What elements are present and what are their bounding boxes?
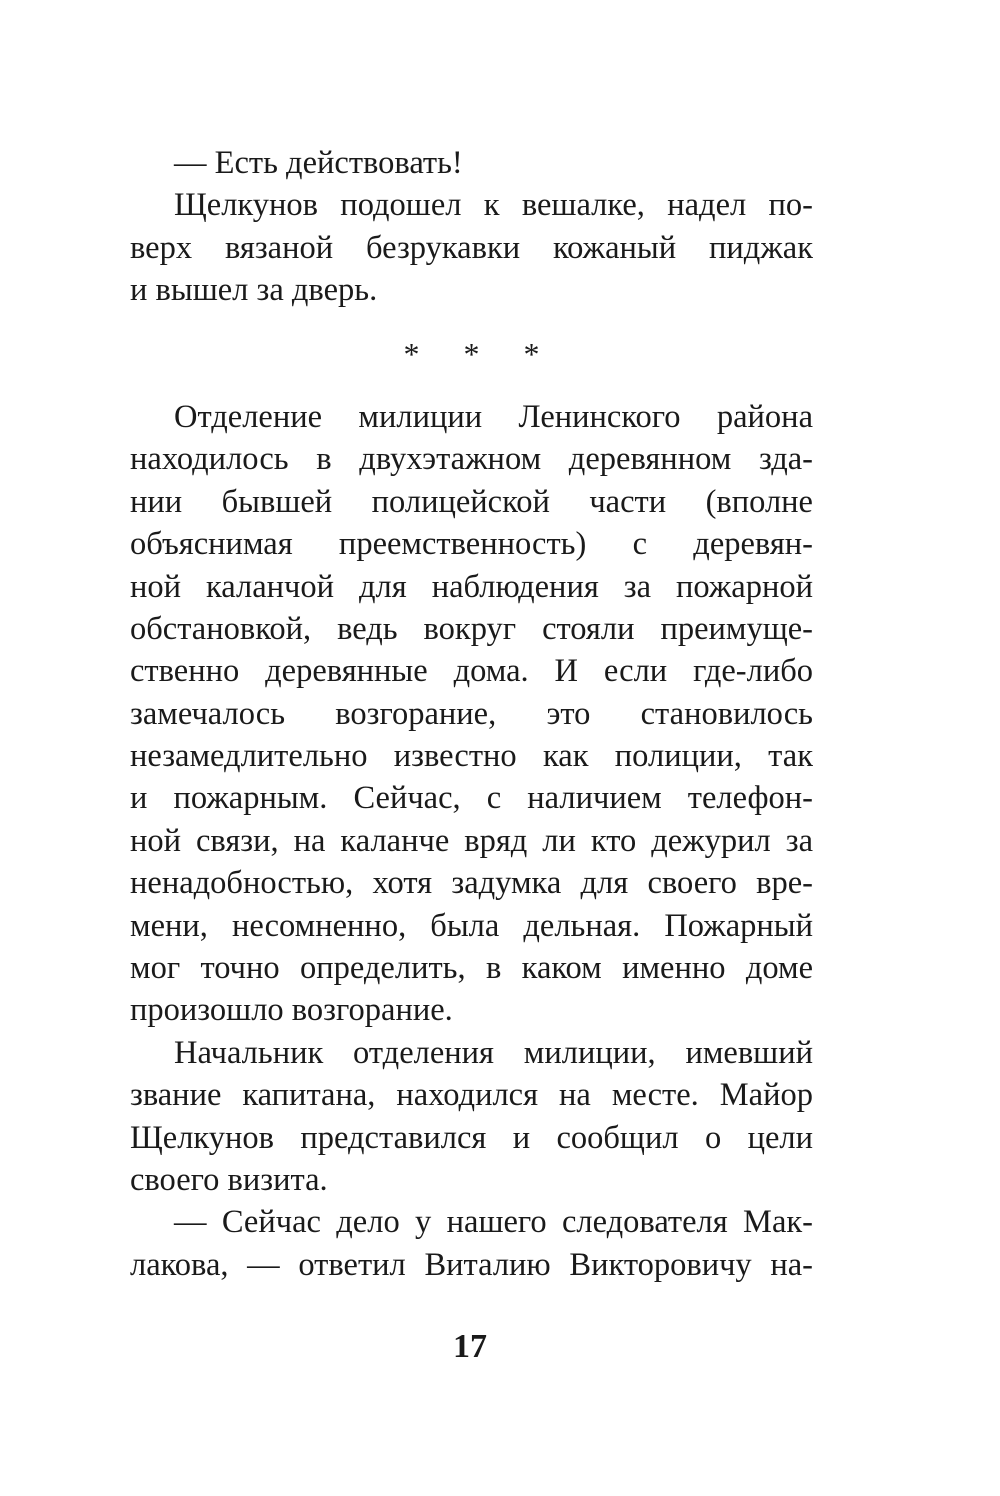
- paragraph: [130, 142, 813, 184]
- text-line: ственно деревянные дома. И если где-либо: [130, 653, 813, 690]
- text-line: ненадобностью, хотя задумка для своего вре-: [130, 865, 813, 902]
- text-line: Щелкунов подошел к вешалке, надел по-: [174, 187, 813, 224]
- text-line: звание капитана, находился на месте. Майор: [130, 1077, 813, 1114]
- text-line: и вышел за дверь.: [130, 272, 378, 309]
- text-line: верх вязаной безрукавки кожаный пиджак: [130, 229, 813, 266]
- paragraph: [130, 184, 813, 311]
- text-line: Начальник отделения милиции, имевший: [174, 1034, 813, 1071]
- scene-separator: * * *: [403, 335, 558, 372]
- text-line: своего визита.: [130, 1161, 328, 1198]
- page-number: 17: [453, 1328, 487, 1365]
- text-line: и пожарным. Сейчас, с наличием телефон-: [130, 780, 813, 817]
- page-text: [130, 142, 813, 1286]
- text-line: нии бывшей полицейской части (вполне: [130, 483, 813, 520]
- text-line: мог точно определить, в каком именно доме: [130, 950, 813, 987]
- paragraph: [130, 396, 813, 1032]
- text-line: обстановкой, ведь вокруг стояли преимуще-: [130, 610, 813, 647]
- text-line: лакова, — ответил Виталию Викторовичу на-: [130, 1246, 813, 1283]
- text-line: произошло возгорание.: [130, 992, 453, 1029]
- paragraph: [130, 1032, 813, 1202]
- text-line: — Есть действовать!: [174, 145, 463, 181]
- text-line: — Сейчас дело у нашего следователя Мак-: [174, 1204, 813, 1241]
- text-line: замечалось возгорание, это становилось: [130, 695, 813, 732]
- text-line: незамедлительно известно как полиции, так: [130, 738, 813, 775]
- text-line: Отделение милиции Ленинского района: [174, 398, 813, 435]
- paragraph: [130, 1201, 813, 1286]
- text-line: ной связи, на каланче вряд ли кто дежурил за: [130, 822, 813, 859]
- text-line: Щелкунов представился и сообщил о цели: [130, 1119, 813, 1156]
- text-line: ной каланчой для наблюдения за пожарной: [130, 568, 813, 605]
- text-line: находилось в двухэтажном деревянном зда-: [130, 441, 813, 478]
- text-line: объяснимая преемственность) с деревян-: [130, 526, 813, 563]
- text-line: мени, несомненно, была дельная. Пожарный: [130, 907, 813, 944]
